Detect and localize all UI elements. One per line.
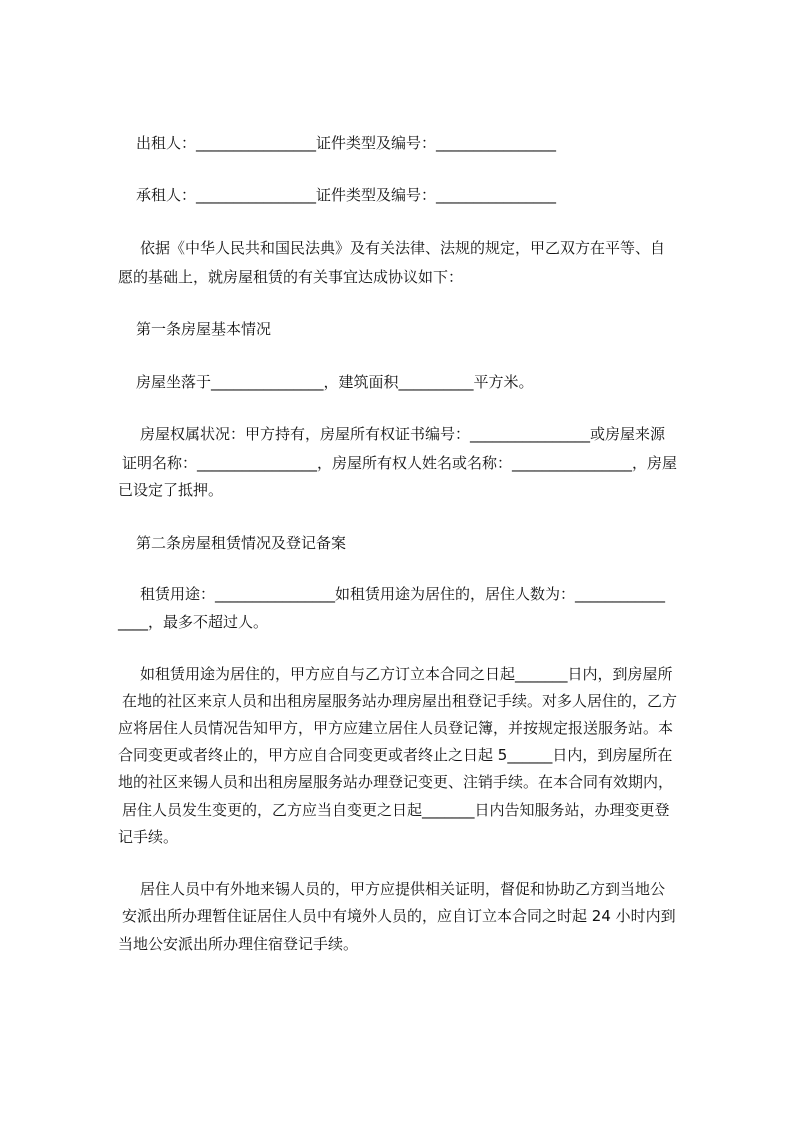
lessor-line: 出租人：________________证件类型及编号：________________: [136, 134, 557, 152]
article2-outsiders-line-2: 安派出所办理暂住证居住人员中有境外人员的，应自订立本合同之时起 24 小时内到: [122, 907, 676, 925]
article2-registration-line-6: 居住人员发生变更的，乙方应当自变更之日起_______日内告知服务站，办理变更登: [122, 801, 670, 819]
article2-title: 第二条房屋租赁情况及登记备案: [136, 534, 347, 552]
article2-use-line-1: 租赁用途：________________如租赁用途为居住的，居住人数为：____________: [140, 585, 666, 603]
article1-ownership-line-3: 已设定了抵押。: [118, 481, 224, 499]
article1-ownership-line-1: 房屋权属状况：甲方持有，房屋所有权证书编号：________________或房屋来源: [140, 425, 666, 443]
article2-registration-line-5: 地的社区来锡人员和出租房屋服务站办理登记变更、注销手续。在本合同有效期内，: [118, 773, 674, 791]
intro-line-1: 依据《中华人民共和国民法典》及有关法律、法规的规定，甲乙双方在平等、自: [140, 239, 666, 257]
article2-use-line-2: ____，最多不超过人。: [118, 613, 269, 631]
article1-title: 第一条房屋基本情况: [136, 320, 272, 338]
article1-ownership-line-2: 证明名称：________________，房屋所有权人姓名或名称：________________，房屋: [122, 454, 678, 472]
article2-registration-line-3: 应将居住人员情况告知甲方，甲方应建立居住人员登记簿，并按规定报送服务站。本: [118, 719, 674, 737]
lessee-line: 承租人：________________证件类型及编号：________________: [136, 186, 557, 204]
article1-location: 房屋坐落于_______________，建筑面积__________平方米。: [136, 373, 534, 391]
intro-line-2: 愿的基础上，就房屋租赁的有关事宜达成协议如下：: [118, 268, 464, 286]
article2-registration-line-4: 合同变更或者终止的，甲方应自合同变更或者终止之日起 5______日内，到房屋所在: [118, 746, 673, 764]
article2-registration-line-7: 记手续。: [118, 828, 179, 846]
article2-registration-line-2: 在地的社区来京人员和出租房屋服务站办理房屋出租登记手续。对多人居住的，乙方: [122, 692, 678, 710]
article2-registration-line-1: 如租赁用途为居住的，甲方应自与乙方订立本合同之日起_______日内，到房屋所: [140, 665, 673, 683]
article2-outsiders-line-1: 居住人员中有外地来锡人员的，甲方应提供相关证明，督促和协助乙方到当地公: [140, 880, 666, 898]
article2-outsiders-line-3: 当地公安派出所办理住宿登记手续。: [118, 935, 359, 953]
